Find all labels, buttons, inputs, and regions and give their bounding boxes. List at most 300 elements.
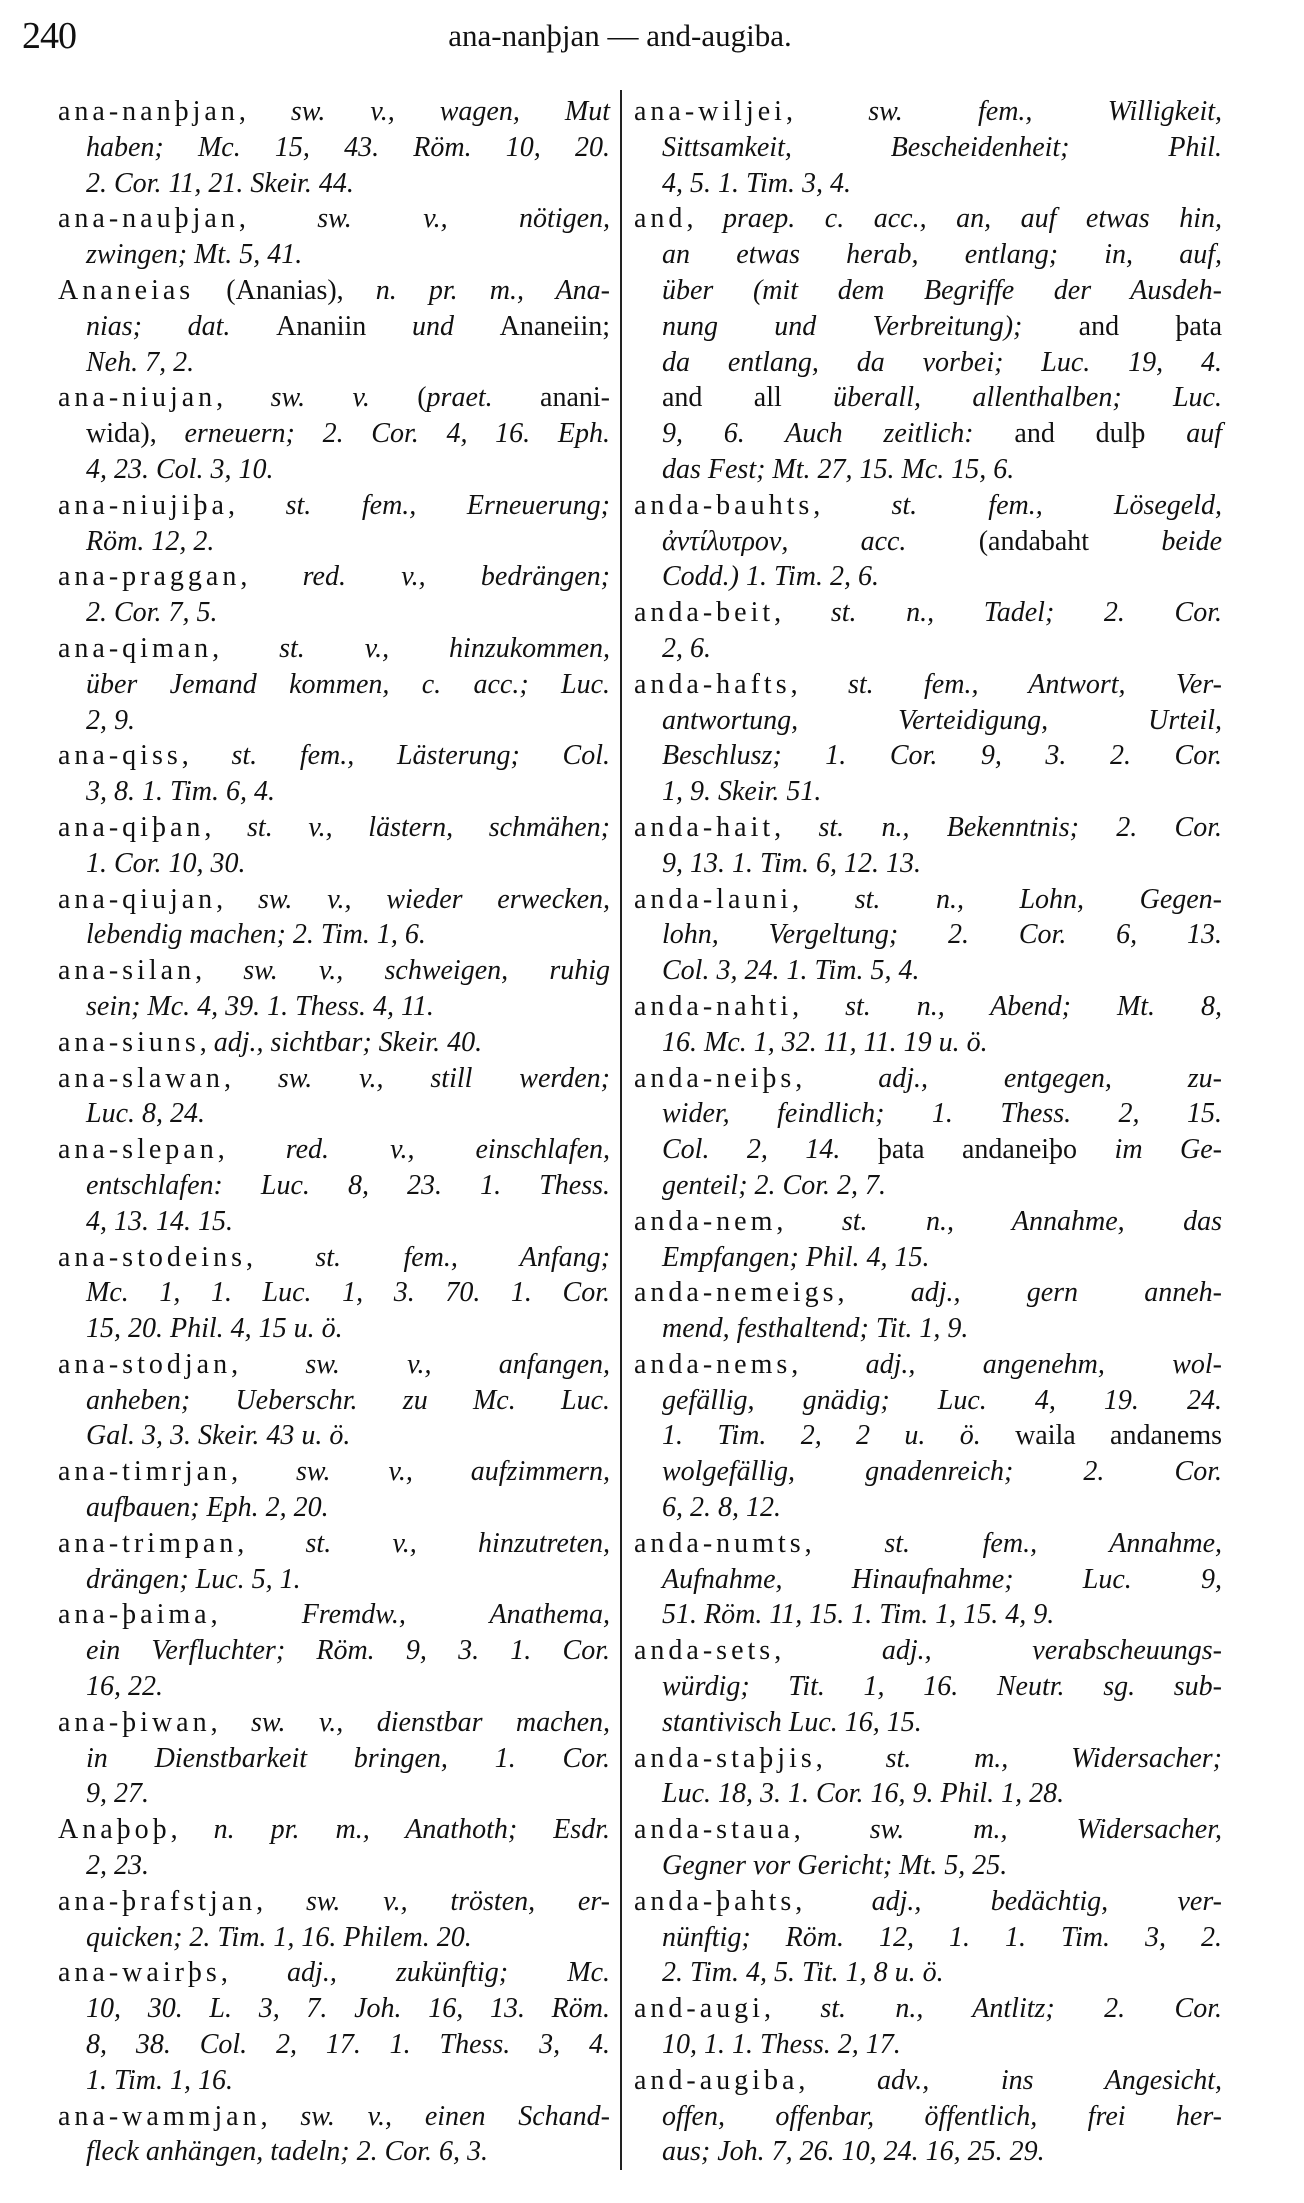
entry-first-line <box>634 1347 1222 1383</box>
headword: ana-qiujan <box>58 883 217 915</box>
roman-text: Ananiin <box>276 310 412 342</box>
entry-continuation-line <box>58 1669 610 1705</box>
definition-text: sw. v., aufzimmern, <box>296 1456 610 1488</box>
roman-text: , <box>238 96 291 127</box>
definition-text: das Fest; Mt. 27, 15. Mc. 15, 6. <box>662 453 1015 485</box>
entry-continuation-line <box>58 1633 610 1669</box>
definition-text: n. pr. m., Ana- <box>375 274 610 306</box>
entry-first-line <box>58 273 610 309</box>
entry-continuation-line <box>58 1418 610 1454</box>
definition-text: aus; Joh. 7, 26. 10, 24. 16, 25. 29. <box>662 2136 1045 2168</box>
definition-text: 16. Mc. 1, 32. 11, 11. 19 u. ö. <box>662 1026 988 1058</box>
definition-text: st. fem., Lästerung; Col. <box>231 740 610 772</box>
entry-continuation-line <box>634 273 1222 309</box>
definition-text: überall, allenthalben; Luc. <box>833 382 1222 414</box>
entry-continuation-line <box>58 1776 610 1812</box>
definition-text: sw. v., nötigen, <box>317 203 610 235</box>
roman-text: Ananeiin; <box>499 310 611 342</box>
entry-continuation-line <box>58 237 610 273</box>
entry-continuation-line <box>634 380 1222 416</box>
entry-first-line <box>634 1812 1222 1848</box>
definition-text: praep. c. acc., an, auf etwas hin, <box>722 203 1222 235</box>
entry-continuation-line <box>634 1240 1222 1276</box>
headword: anda-hafts <box>634 668 791 700</box>
definition-text: 10, 30. L. 3, 7. Joh. 16, 13. Röm. <box>86 1993 610 2025</box>
entry-continuation-line <box>58 309 610 345</box>
headword: ana-trimpan <box>58 1527 238 1559</box>
headword: ana-siuns <box>58 1026 200 1058</box>
definition-text: auf <box>1186 418 1222 450</box>
entry-first-line <box>58 2099 610 2135</box>
definition-text: st. fem., Anfang; <box>315 1241 610 1273</box>
definition-text: über Jemand kommen, c. acc.; Luc. <box>86 668 610 700</box>
entry-first-line <box>58 1132 610 1168</box>
headword: anda-nems <box>634 1348 792 1380</box>
definition-text: adj., angenehm, wol- <box>865 1348 1222 1380</box>
definition-text: adj., gern anneh- <box>910 1277 1223 1309</box>
definition-text: st. n., Lohn, Gegen- <box>854 883 1222 915</box>
entry-continuation-line <box>58 1204 610 1240</box>
entry-first-line <box>58 488 610 524</box>
entry-continuation-line <box>634 416 1222 452</box>
definition-text: Col. 2, 14. <box>662 1134 878 1166</box>
roman-text: , <box>240 561 303 593</box>
headword: anda-hait <box>634 811 775 843</box>
entry-first-line <box>634 94 1222 130</box>
entry-continuation-line <box>634 452 1222 488</box>
roman-text: , <box>790 668 848 700</box>
left-column <box>58 94 610 2170</box>
entry-first-line <box>634 1204 1222 1240</box>
entry-continuation-line <box>634 703 1222 739</box>
roman-text: , <box>195 955 244 987</box>
entry-continuation-line <box>58 1562 610 1598</box>
entry-continuation-line <box>634 237 1222 273</box>
entry-continuation-line <box>58 917 610 953</box>
entry-first-line <box>634 1061 1222 1097</box>
definition-text: nias; dat. <box>86 310 277 342</box>
roman-text: , <box>181 740 232 772</box>
entry-continuation-line <box>634 1920 1222 1956</box>
entry-continuation-line <box>58 989 610 1025</box>
definition-text: 8, 38. Col. 2, 17. 1. Thess. 3, 4. <box>86 2029 610 2061</box>
right-column <box>634 94 1222 2170</box>
entry-continuation-line <box>634 953 1222 989</box>
entry-first-line <box>634 1991 1222 2027</box>
definition-text: adv., ins Angesicht, <box>876 2064 1223 2096</box>
definition-text: im Ge- <box>1114 1134 1222 1166</box>
roman-text: , <box>231 1348 306 1380</box>
headword: anda-nem <box>634 1205 777 1237</box>
entry-continuation-line <box>634 1705 1222 1741</box>
definition-text: Sittsamkeit, Bescheidenheit; Phil. <box>662 131 1222 163</box>
column-divider <box>620 90 622 2170</box>
entry-continuation-line <box>58 667 610 703</box>
definition-text: 6, 2. 8, 12. <box>662 1492 781 1524</box>
roman-text: , <box>216 382 271 414</box>
definition-text: 10, 1. 1. Thess. 2, 17. <box>662 2029 901 2061</box>
definition-text: st. n., Antlitz; 2. Cor. <box>820 1993 1222 2025</box>
roman-text: , <box>199 1026 214 1058</box>
entry-continuation-line <box>634 1418 1222 1454</box>
definition-text: haben; Mc. 15, 43. Röm. 10, 20. <box>86 131 610 163</box>
definition-text: zwingen; Mt. 5, 41. <box>86 239 303 271</box>
headword: and-augiba <box>634 2064 799 2096</box>
roman-text: , <box>792 990 846 1022</box>
definition-text: 15, 20. Phil. 4, 15 u. ö. <box>86 1313 343 1345</box>
headword: anda-neiþs <box>634 1062 796 1094</box>
entry-first-line <box>58 94 610 130</box>
entry-first-line <box>634 2063 1222 2099</box>
definition-text: beide <box>1161 525 1222 557</box>
roman-text: ( <box>417 382 427 414</box>
entry-continuation-line <box>634 2134 1222 2170</box>
roman-text: , <box>170 1814 214 1846</box>
headword: and-augi <box>634 1993 764 2025</box>
headword: anda-beit <box>634 597 775 629</box>
headword: anda-nahti <box>634 990 793 1022</box>
definition-text: sw. v., trösten, er- <box>305 1885 611 1917</box>
entry-first-line <box>58 1597 610 1633</box>
definition-text: n. pr. m., Anathoth; Esdr. <box>213 1814 610 1846</box>
roman-text: , <box>212 632 280 664</box>
definition-text: adj., sichtbar; Skeir. 40. <box>213 1026 483 1058</box>
headword: ana-qiss <box>58 740 182 772</box>
headword: ana-slawan <box>58 1062 224 1094</box>
roman-text: , <box>774 597 831 629</box>
definition-text: lohn, Vergeltung; 2. Cor. 6, 13. <box>662 919 1222 951</box>
roman-text: , <box>245 1241 316 1273</box>
definition-text: würdig; Tit. 1, 16. Neutr. sg. sub- <box>662 1671 1222 1703</box>
roman-text: , <box>217 1134 286 1166</box>
definition-text: st. fem., Erneuerung; <box>285 489 610 521</box>
definition-text: ἀντίλυτρον, acc. <box>662 525 979 557</box>
definition-text: sw. v., anfangen, <box>305 1348 610 1380</box>
headword: ana-þiwan <box>58 1706 211 1738</box>
roman-text: wida), <box>86 418 185 450</box>
headword: anda-bauhts <box>634 489 814 521</box>
definition-text: lebendig machen; 2. Tim. 1, 6. <box>86 919 426 951</box>
definition-text: 2. Cor. 7, 5. <box>86 597 218 629</box>
roman-text: waila andanems <box>1015 1420 1223 1452</box>
roman-text: þata andaneiþo <box>877 1134 1115 1166</box>
definition-text: 2. Tim. 4, 5. Tit. 1, 8 u. ö. <box>662 1957 944 1989</box>
roman-text: anani- <box>540 382 611 414</box>
definition-text: sw. v., wieder erwecken, <box>257 883 610 915</box>
entry-continuation-line <box>634 2027 1222 2063</box>
headword: ana-timrjan <box>58 1456 232 1488</box>
headword: ana-silan <box>58 955 196 987</box>
definition-text: gefällig, gnädig; Luc. 4, 19. 24. <box>662 1384 1222 1416</box>
roman-text: , <box>813 489 892 521</box>
headword: and <box>634 203 687 235</box>
entry-continuation-line <box>634 1454 1222 1490</box>
definition-text: adj., bedächtig, ver- <box>871 1885 1222 1917</box>
entry-continuation-line <box>58 1311 610 1347</box>
definition-text: quicken; 2. Tim. 1, 16. Philem. 20. <box>86 1921 472 1953</box>
entry-first-line <box>58 559 610 595</box>
roman-text: , <box>210 1706 252 1738</box>
entry-first-line <box>58 1526 610 1562</box>
entry-continuation-line <box>58 1741 610 1777</box>
definition-text: st. fem., Lösegeld, <box>891 489 1222 521</box>
definition-text: ein Verfluchter; Röm. 9, 3. 1. Cor. <box>86 1635 610 1667</box>
entry-continuation-line <box>634 1168 1222 1204</box>
definition-text: genteil; 2. Cor. 2, 7. <box>662 1169 886 1201</box>
entry-first-line <box>634 1526 1222 1562</box>
headword: ana-stodjan <box>58 1348 232 1380</box>
headword: anda-launi <box>634 883 793 915</box>
roman-text: , <box>774 1635 882 1667</box>
roman-text: , <box>223 1062 278 1094</box>
entry-continuation-line <box>634 1311 1222 1347</box>
entry-first-line <box>58 1454 610 1490</box>
entry-continuation-line <box>634 559 1222 595</box>
definition-text: Empfangen; Phil. 4, 15. <box>662 1241 930 1273</box>
roman-text: , <box>792 883 855 915</box>
entry-first-line <box>58 380 610 416</box>
roman-text: , <box>238 203 318 235</box>
entry-first-line <box>58 1025 610 1061</box>
entry-first-line <box>58 810 610 846</box>
roman-text: (andabaht <box>978 525 1162 557</box>
entry-first-line <box>634 1275 1222 1311</box>
roman-text: and dulþ <box>1014 418 1187 450</box>
roman-text: , <box>793 1814 870 1846</box>
entry-continuation-line <box>634 1955 1222 1991</box>
definition-text: Mc. 1, 1. Luc. 1, 3. 70. 1. Cor. <box>86 1277 610 1309</box>
definition-text: st. v., hinzukommen, <box>279 632 611 664</box>
entry-continuation-line <box>58 452 610 488</box>
headword: ana-niujan <box>58 382 217 414</box>
definition-text: 9, 27. <box>86 1778 149 1810</box>
entry-first-line <box>58 201 610 237</box>
roman-text: and þata <box>1078 310 1222 342</box>
entry-continuation-line <box>634 1597 1222 1633</box>
entry-continuation-line <box>634 1025 1222 1061</box>
definition-text: Fremdw., Anathema, <box>301 1599 611 1631</box>
headword: anda-staua <box>634 1814 794 1846</box>
entry-continuation-line <box>634 345 1222 381</box>
entry-continuation-line <box>634 1562 1222 1598</box>
definition-text: red. v., bedrängen; <box>302 561 610 593</box>
definition-text: sw. v., schweigen, ruhig <box>243 955 611 987</box>
entry-continuation-line <box>634 309 1222 345</box>
roman-text: , <box>763 1993 821 2025</box>
entry-first-line <box>58 1705 610 1741</box>
headword: ana-qiþan <box>58 811 205 843</box>
roman-text: , <box>795 1885 872 1917</box>
roman-text: , <box>804 1527 885 1559</box>
entry-continuation-line <box>634 130 1222 166</box>
definition-text: sw. v., still werden; <box>277 1062 610 1094</box>
entry-continuation-line <box>58 416 610 452</box>
definition-text: red. v., einschlafen, <box>285 1134 611 1166</box>
headword: Ananeias <box>58 274 195 306</box>
definition-text: stantivisch Luc. 16, 15. <box>662 1706 922 1738</box>
entry-continuation-line <box>58 1991 610 2027</box>
definition-text: st. m., Widersacher; <box>885 1742 1222 1774</box>
entry-first-line <box>58 1347 610 1383</box>
headword: anda-numts <box>634 1527 805 1559</box>
entry-continuation-line <box>634 631 1222 667</box>
entry-first-line <box>634 667 1222 703</box>
roman-text: , <box>256 1885 306 1917</box>
entry-first-line <box>58 1884 610 1920</box>
definition-text: st. v., hinzutreten, <box>305 1527 610 1559</box>
entry-continuation-line <box>58 524 610 560</box>
definition-text: 4, 5. 1. Tim. 3, 4. <box>662 167 852 199</box>
definition-text: sw. v., wagen, Mut <box>290 96 610 127</box>
entry-first-line <box>58 953 610 989</box>
definition-text: adj., zukünftig; Mc. <box>287 1957 610 1989</box>
roman-text: and all <box>662 382 834 414</box>
entry-first-line <box>58 738 610 774</box>
page-number: 240 <box>22 15 76 57</box>
definition-text: adj., verabscheuungs- <box>881 1635 1222 1667</box>
entry-continuation-line <box>634 1132 1222 1168</box>
definition-text: 9, 6. Auch zeitlich: <box>662 418 1015 450</box>
headword: Anaþoþ <box>58 1814 171 1846</box>
headword: ana-stodeins <box>58 1241 246 1273</box>
definition-text: 1. Cor. 10, 30. <box>86 847 246 879</box>
definition-text: Aufnahme, Hinaufnahme; Luc. 9, <box>662 1563 1222 1595</box>
headword: ana-wiljei <box>634 96 786 127</box>
entry-continuation-line <box>58 1490 610 1526</box>
entry-continuation-line <box>634 524 1222 560</box>
definition-text: 1. Tim. 1, 16. <box>86 2064 234 2096</box>
entry-first-line <box>634 595 1222 631</box>
definition-text: 9, 13. 1. Tim. 6, 12. 13. <box>662 847 922 879</box>
definition-text: 2. Cor. 11, 21. Skeir. 44. <box>86 167 354 199</box>
headword: ana-wammjan <box>58 2100 261 2132</box>
definition-text: 1, 9. Skeir. 51. <box>662 776 822 808</box>
headword: ana-nanþjan <box>58 96 239 127</box>
entry-first-line <box>634 989 1222 1025</box>
definition-text: 2, 23. <box>86 1850 149 1882</box>
headword: anda-staþjis <box>634 1742 816 1774</box>
entry-continuation-line <box>58 774 610 810</box>
entry-continuation-line <box>58 703 610 739</box>
definition-text: sw. v. <box>270 382 418 414</box>
entry-continuation-line <box>58 595 610 631</box>
definition-text: nung und Verbreitung); <box>662 310 1079 342</box>
headword: ana-nauþjan <box>58 203 239 235</box>
definition-text: st. n., Tadel; 2. Cor. <box>830 597 1223 629</box>
entry-continuation-line <box>634 1669 1222 1705</box>
roman-text: , <box>795 1062 879 1094</box>
entry-first-line <box>58 882 610 918</box>
definition-text: Beschlusz; 1. Cor. 9, 3. 2. Cor. <box>662 740 1222 772</box>
entry-continuation-line <box>58 130 610 166</box>
definition-text: sw. v., einen Schand- <box>300 2100 610 2132</box>
roman-text: , <box>774 811 819 843</box>
definition-text: an etwas herab, entlang; in, auf, <box>662 239 1222 271</box>
entry-first-line <box>58 1061 610 1097</box>
definition-text: st. n., Abend; Mt. 8, <box>845 990 1222 1022</box>
entry-continuation-line <box>634 1848 1222 1884</box>
definition-text: 2, 6. <box>662 632 711 664</box>
definition-text: 1. Tim. 2, 2 u. ö. <box>662 1420 1016 1452</box>
entry-continuation-line <box>58 166 610 202</box>
headword: anda-nemeigs <box>634 1277 838 1309</box>
entry-first-line <box>634 882 1222 918</box>
definition-text: praet. <box>426 382 541 414</box>
roman-text: , <box>686 203 723 235</box>
entry-continuation-line <box>58 1096 610 1132</box>
entry-first-line <box>634 488 1222 524</box>
definition-text: antwortung, Verteidigung, Urteil, <box>662 704 1222 736</box>
entry-continuation-line <box>634 1096 1222 1132</box>
definition-text: st. n., Annahme, das <box>841 1205 1222 1237</box>
headword: ana-slepan <box>58 1134 218 1166</box>
headword: ana-þrafstjan <box>58 1885 257 1917</box>
roman-text: , <box>785 96 869 127</box>
definition-text: aufbauen; Eph. 2, 20. <box>86 1492 329 1524</box>
definition-text: adj., entgegen, zu- <box>878 1062 1223 1094</box>
roman-text: (Ananias), <box>194 274 376 306</box>
entry-continuation-line <box>58 2134 610 2170</box>
entry-first-line <box>58 1812 610 1848</box>
entry-continuation-line <box>58 846 610 882</box>
roman-text: , <box>791 1348 866 1380</box>
entry-continuation-line <box>58 1168 610 1204</box>
entry-continuation-line <box>634 846 1222 882</box>
headword: ana-þaima <box>58 1599 211 1631</box>
definition-text: entschlafen: Luc. 8, 23. 1. Thess. <box>86 1169 610 1201</box>
roman-text: , <box>231 1456 297 1488</box>
definition-text: Col. 3, 24. 1. Tim. 5, 4. <box>662 955 920 987</box>
headword: ana-niujiþa <box>58 489 228 521</box>
definition-text: Gegner vor Gericht; Mt. 5, 25. <box>662 1850 1008 1882</box>
roman-text: , <box>227 489 286 521</box>
definition-text: sein; Mc. 4, 39. 1. Thess. 4, 11. <box>86 990 434 1022</box>
entry-continuation-line <box>634 2099 1222 2135</box>
entry-continuation-line <box>58 1383 610 1419</box>
entry-continuation-line <box>634 774 1222 810</box>
definition-text: Röm. 12, 2. <box>86 525 215 557</box>
definition-text: wolgefällig, gnadenreich; 2. Cor. <box>662 1456 1222 1488</box>
headword: ana-praggan <box>58 561 241 593</box>
definition-text: 2, 9. <box>86 704 135 736</box>
entry-continuation-line <box>58 345 610 381</box>
definition-text: erneuern; 2. Cor. 4, 16. Eph. <box>184 418 610 450</box>
entry-continuation-line <box>634 917 1222 953</box>
entry-continuation-line <box>634 1490 1222 1526</box>
entry-first-line <box>58 1240 610 1276</box>
definition-text: sw. fem., Willigkeit, <box>868 96 1223 127</box>
entry-continuation-line <box>634 1383 1222 1419</box>
entry-first-line <box>58 1955 610 1991</box>
roman-text: , <box>837 1277 911 1309</box>
definition-text: offen, offenbar, öffentlich, frei her- <box>662 2100 1222 2132</box>
definition-text: st. v., lästern, schmähen; <box>247 811 610 843</box>
definition-text: 4, 23. Col. 3, 10. <box>86 453 274 485</box>
roman-text: , <box>216 883 258 915</box>
entry-continuation-line <box>634 738 1222 774</box>
entry-continuation-line <box>58 2027 610 2063</box>
entry-first-line <box>634 1741 1222 1777</box>
definition-text: 4, 13. 14. 15. <box>86 1205 233 1237</box>
definition-text: in Dienstbarkeit bringen, 1. Cor. <box>86 1742 610 1774</box>
entry-continuation-line <box>634 166 1222 202</box>
definition-text: und <box>411 310 500 342</box>
entry-continuation-line <box>58 1275 610 1311</box>
entry-continuation-line <box>58 1848 610 1884</box>
roman-text: , <box>260 2100 301 2132</box>
definition-text: 16, 22. <box>86 1671 163 1703</box>
definition-text: st. fem., Antwort, Ver- <box>847 668 1223 700</box>
